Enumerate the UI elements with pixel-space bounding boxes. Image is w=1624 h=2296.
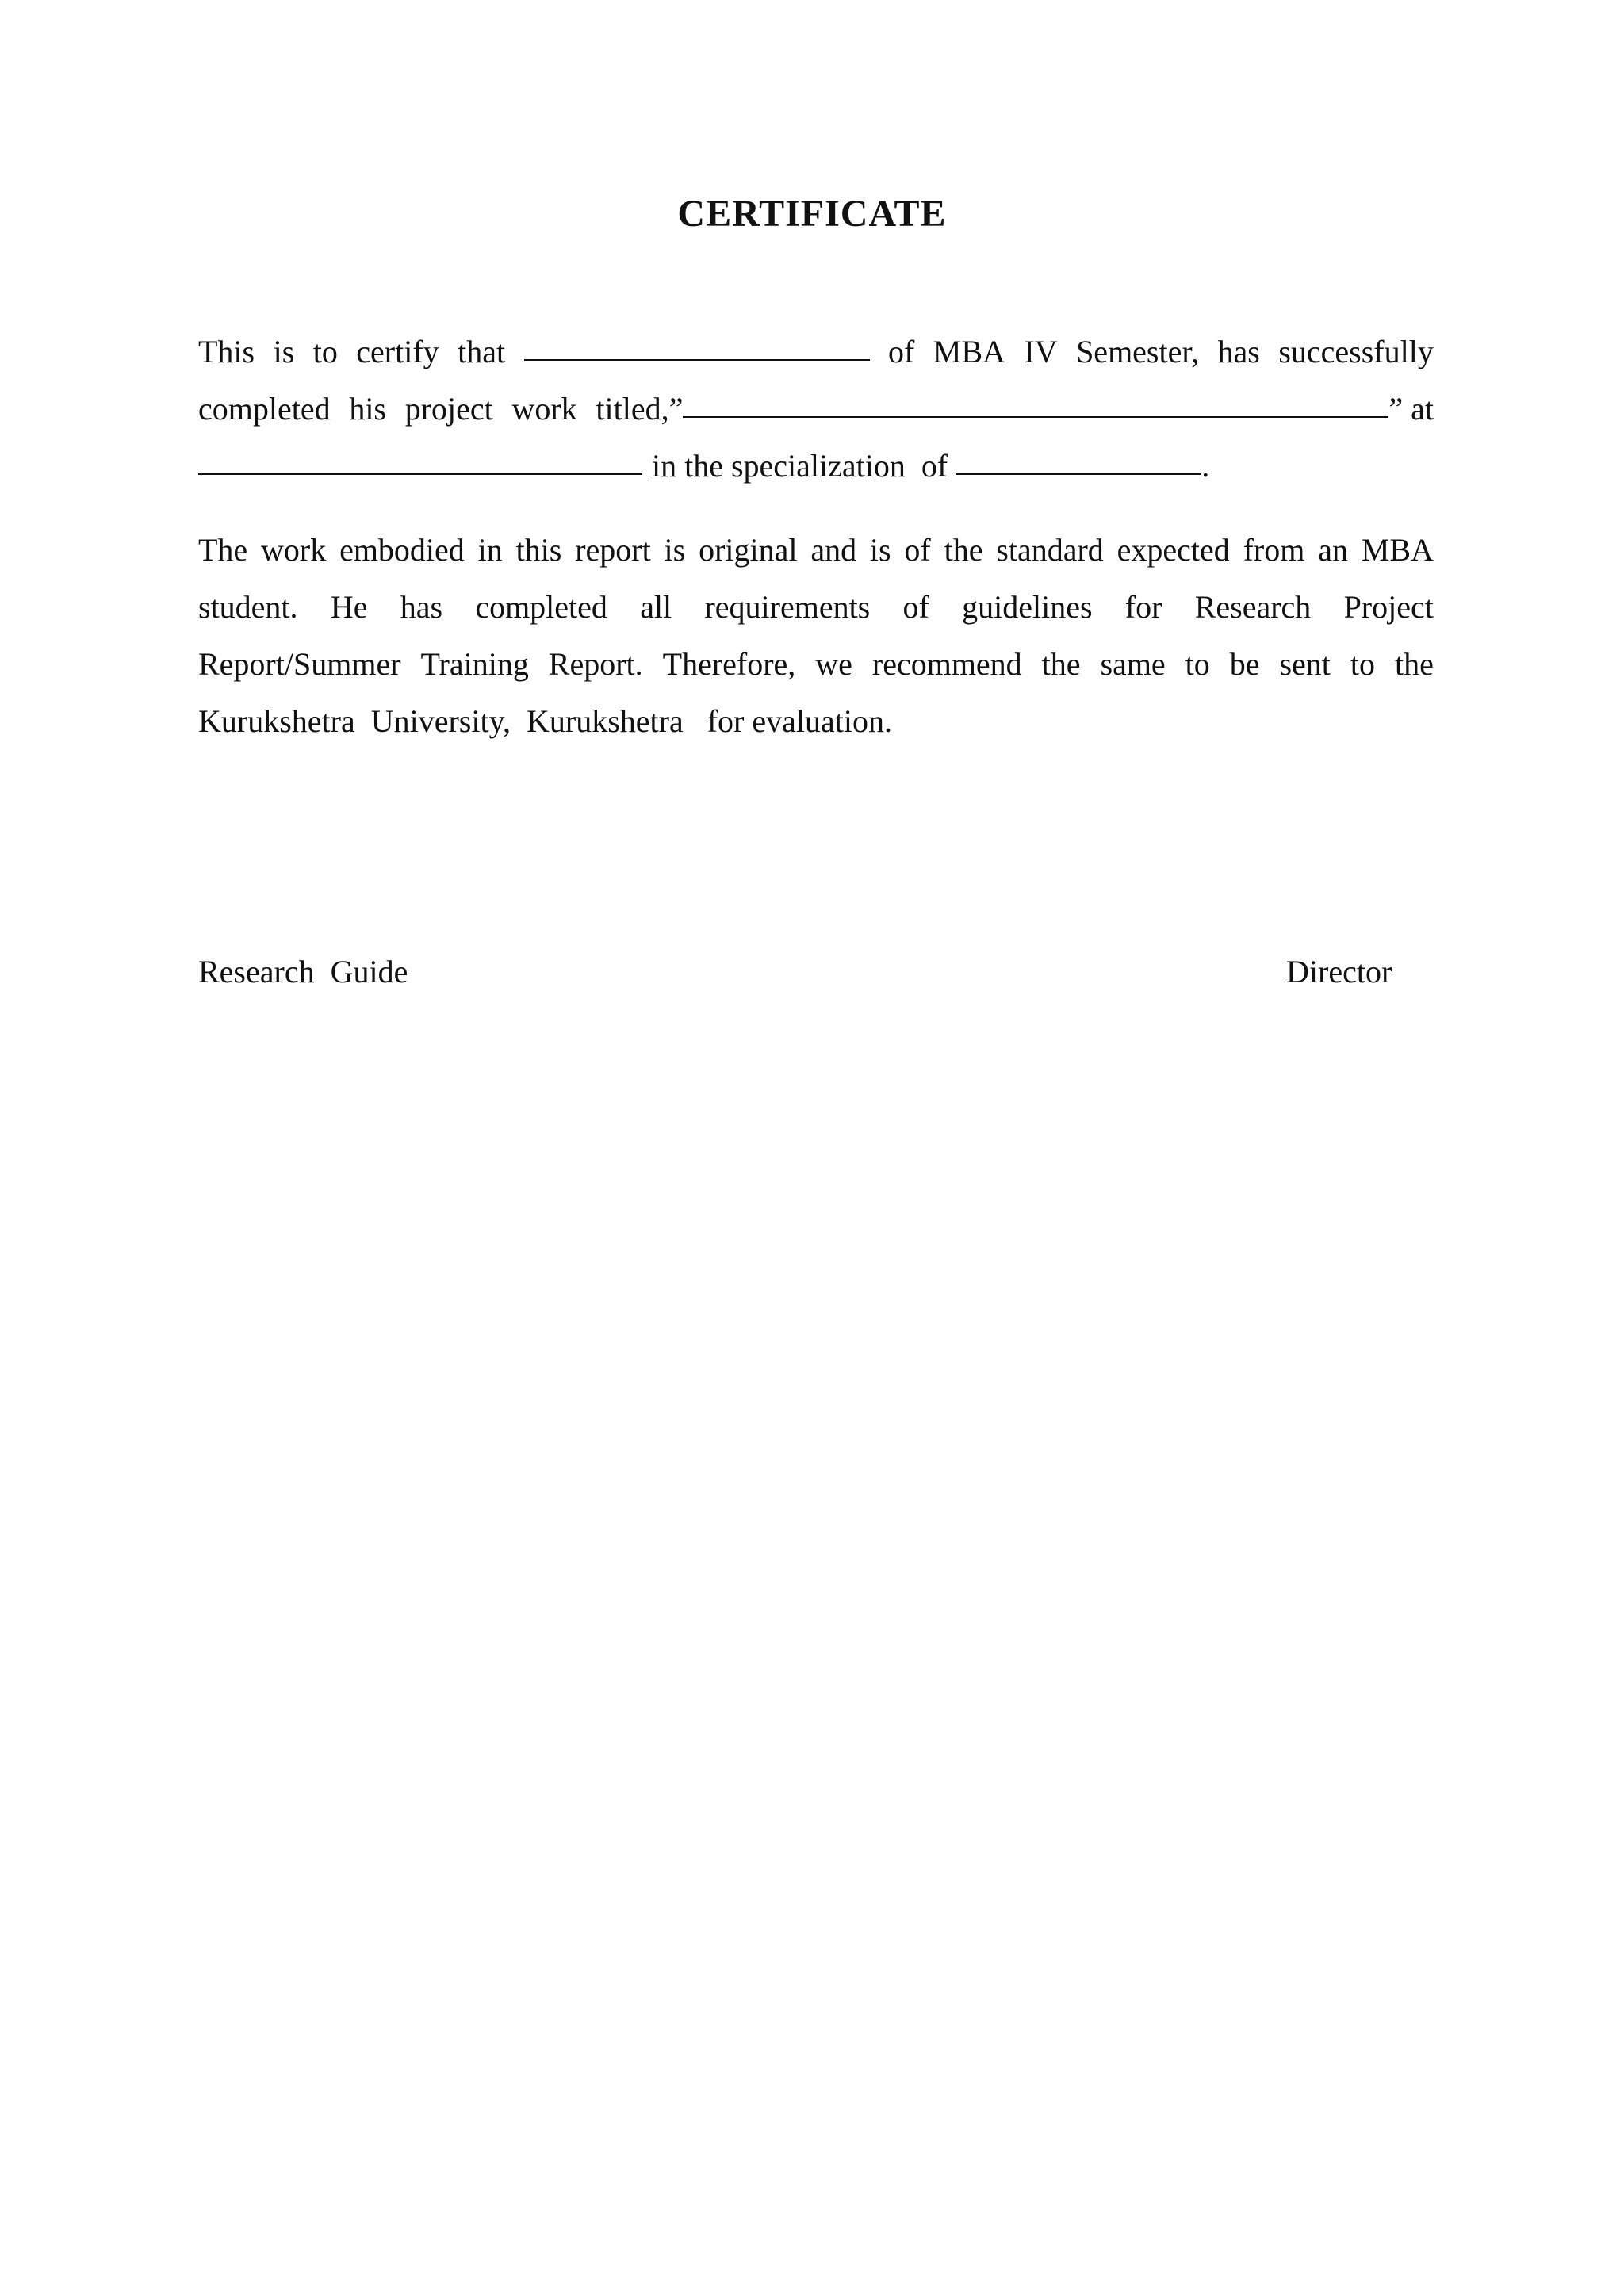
paragraph2-line-4: Kurukshetra University, Kurukshetra for evaluation. bbox=[198, 703, 892, 739]
word: his bbox=[349, 391, 386, 427]
word: project bbox=[404, 391, 493, 427]
word: of bbox=[888, 334, 915, 369]
word: sent bbox=[1279, 646, 1331, 682]
word: requirements bbox=[704, 589, 871, 625]
word: of bbox=[902, 589, 929, 625]
word: be bbox=[1229, 646, 1260, 682]
word: an bbox=[1318, 532, 1348, 568]
paragraph-line-3 bbox=[198, 438, 1434, 495]
word: MBA bbox=[933, 334, 1005, 369]
word: to bbox=[1185, 646, 1210, 682]
word: has bbox=[1217, 334, 1260, 369]
word: Research bbox=[1194, 589, 1312, 625]
word: all bbox=[640, 589, 672, 625]
word: He bbox=[330, 589, 368, 625]
word: student. bbox=[198, 589, 298, 625]
word: to bbox=[1350, 646, 1376, 682]
word: Therefore, bbox=[662, 646, 796, 682]
word: work bbox=[261, 532, 327, 568]
project-title-blank[interactable] bbox=[683, 381, 1388, 418]
word: has bbox=[400, 589, 443, 625]
paragraph2-line-1 bbox=[198, 522, 1434, 579]
specialization-blank[interactable] bbox=[956, 438, 1201, 475]
word: certify bbox=[356, 334, 439, 369]
word: MBA bbox=[1361, 532, 1434, 568]
word: the bbox=[1394, 646, 1434, 682]
word: guidelines bbox=[962, 589, 1093, 625]
word: completed bbox=[475, 589, 607, 625]
word: the bbox=[1041, 646, 1081, 682]
word: in the specialization of bbox=[652, 448, 948, 484]
word: embodied bbox=[339, 532, 465, 568]
word: report bbox=[575, 532, 651, 568]
paragraph-line-2 bbox=[198, 381, 1434, 438]
paragraph-line-1 bbox=[198, 323, 1434, 381]
research-guide-signature: Research Guide bbox=[198, 954, 408, 989]
word: Training bbox=[420, 646, 529, 682]
word: IV bbox=[1024, 334, 1058, 369]
word: Report. bbox=[548, 646, 643, 682]
student-name-blank[interactable] bbox=[524, 324, 870, 361]
word: same bbox=[1100, 646, 1166, 682]
word: successfully bbox=[1278, 334, 1434, 369]
word: to bbox=[312, 334, 338, 369]
word: work bbox=[511, 391, 577, 427]
word: in bbox=[477, 532, 503, 568]
word: is bbox=[869, 532, 891, 568]
paragraph2-line-2 bbox=[198, 579, 1434, 636]
director-signature: Director bbox=[1286, 954, 1392, 989]
word: recommend bbox=[871, 646, 1022, 682]
word: original bbox=[699, 532, 798, 568]
word: Report/Summer bbox=[198, 646, 401, 682]
word: that bbox=[458, 334, 506, 369]
word: the bbox=[944, 532, 983, 568]
word: for bbox=[1124, 589, 1162, 625]
word: of bbox=[904, 532, 931, 568]
organization-blank[interactable] bbox=[198, 438, 642, 475]
word: standard bbox=[996, 532, 1104, 568]
paragraph2-line-3 bbox=[198, 636, 1434, 693]
word: . bbox=[1201, 448, 1210, 484]
word: completed bbox=[198, 391, 331, 427]
word: Semester, bbox=[1076, 334, 1200, 369]
word: and bbox=[810, 532, 857, 568]
word: expected bbox=[1116, 532, 1230, 568]
word: from bbox=[1243, 532, 1305, 568]
title-group bbox=[596, 381, 1434, 438]
word: this bbox=[515, 532, 562, 568]
word: ” at bbox=[1388, 391, 1434, 427]
word: The bbox=[198, 532, 248, 568]
word: we bbox=[815, 646, 852, 682]
word: titled,” bbox=[596, 391, 684, 427]
word: Project bbox=[1343, 589, 1434, 625]
certification-paragraph bbox=[198, 323, 1434, 495]
word: is bbox=[273, 334, 295, 369]
certificate-title: CERTIFICATE bbox=[677, 193, 947, 235]
word: This bbox=[198, 334, 255, 369]
word: is bbox=[664, 532, 686, 568]
evaluation-paragraph bbox=[198, 522, 1434, 750]
